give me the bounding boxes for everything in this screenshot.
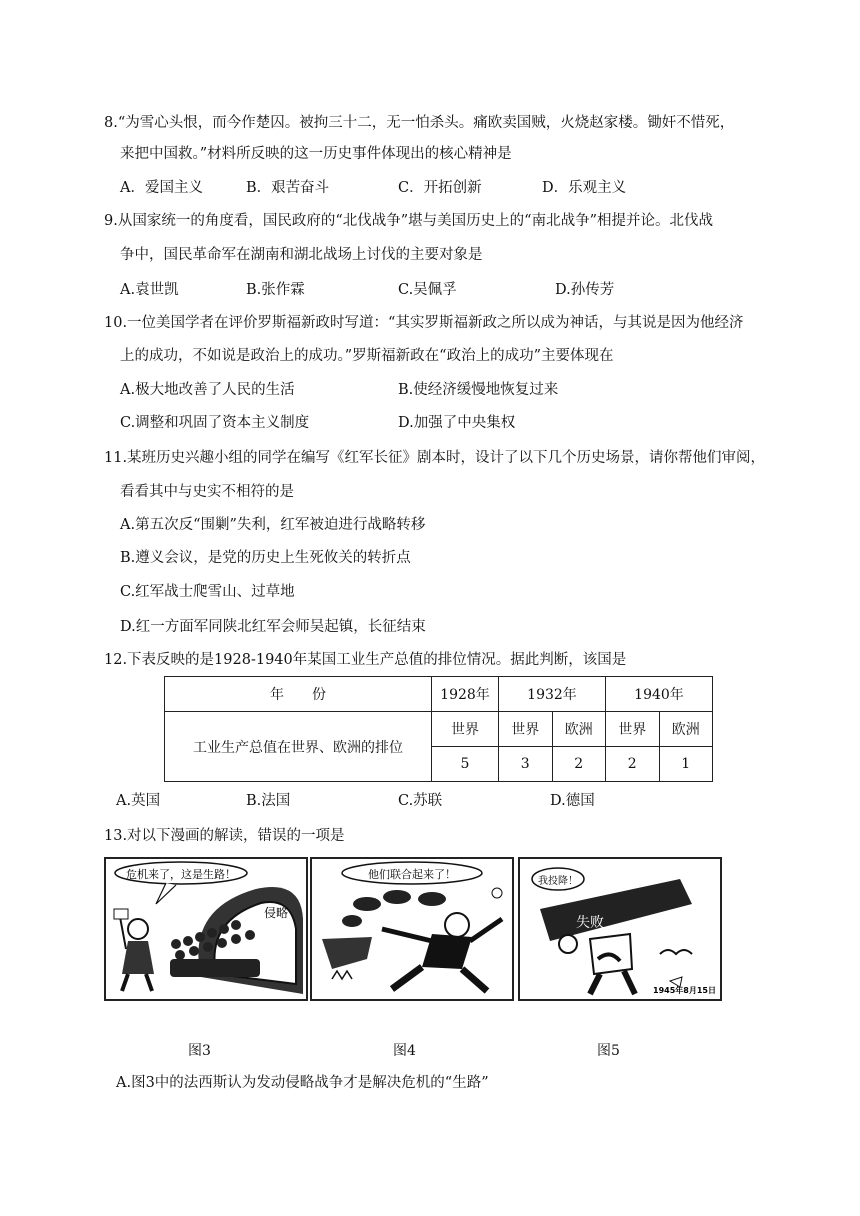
q10-stem-line1: 10.一位美国学者在评价罗斯福新政时写道：“其实罗斯福新政之所以成为神话，与其说是因为他经济 [104, 315, 744, 331]
year-header: 年 份 [165, 677, 432, 712]
q8-option-d: D．乐观主义 [542, 180, 627, 196]
comic-4-illustration [312, 859, 512, 999]
q9-option-b: B.张作霖 [246, 282, 305, 298]
q10-option-c: C.调整和巩固了资本主义制度 [120, 415, 310, 431]
q13-option-a: A.图3中的法西斯认为发动侵略战争才是解决危机的“生路” [116, 1075, 489, 1091]
q9-stem-line1: 9.从国家统一的角度看，国民政府的“北伐战争”堪与美国历史上的“南北战争”相提并论。北伐战 [104, 213, 713, 229]
comic-5-caption: 图5 [597, 1043, 620, 1059]
comic-3-illustration [106, 859, 306, 999]
q11-option-c: C.红军战士爬雪山、过草地 [120, 584, 295, 600]
q12-option-a: A.英国 [116, 793, 161, 809]
q12-option-d: D.德国 [550, 793, 595, 809]
rank-cell: 1 [659, 747, 713, 782]
comic-3-sign: 侵略 [263, 906, 289, 920]
comic-4-caption: 图4 [393, 1043, 416, 1059]
comic-3-bubble: 危机来了，这是生路！ [126, 868, 236, 881]
comic-5-bubble: 我投降！ [538, 876, 578, 887]
comic-figure-4 [310, 857, 514, 1001]
q11-option-a: A.第五次反“围剿”失利，红军被迫进行战略转移 [120, 517, 426, 533]
q8-option-c: C．开拓创新 [398, 180, 482, 196]
rank-cell: 3 [499, 747, 553, 782]
q10-stem-line2: 上的成功，不如说是政治上的成功。”罗斯福新政在“政治上的成功”主要体现在 [120, 348, 614, 364]
q11-option-b: B.遵义会议，是党的历史上生死攸关的转折点 [120, 550, 411, 566]
comic-5-sign: 失败 [576, 915, 604, 931]
row-label: 工业生产总值在世界、欧洲的排位 [165, 712, 432, 782]
q13-stem: 13.对以下漫画的解读，错误的一项是 [104, 828, 345, 844]
scope-cell: 欧洲 [552, 712, 606, 747]
q10-option-d: D.加强了中央集权 [398, 415, 516, 431]
q8-stem-line1: 8.“为雪心头恨，而今作楚囚。被拘三十二，无一怕杀头。痛欧卖国贼，火烧赵家楼。锄奸不惜死， [104, 115, 735, 131]
year-1940: 1940年 [606, 677, 713, 712]
comic-4-bubble: 他们联合起来了！ [368, 868, 456, 881]
comic-figure-3 [104, 857, 308, 1001]
q12-option-b: B.法国 [246, 793, 291, 809]
q10-option-b: B.使经济缓慢地恢复过来 [398, 382, 559, 398]
q11-option-d: D.红一方面军同陕北红军会师吴起镇，长征结束 [120, 619, 426, 635]
comic-5-illustration [520, 859, 720, 999]
q11-stem-line2: 看看其中与史实不相符的是 [120, 484, 294, 500]
comic-figure-5 [518, 857, 722, 1001]
year-1928: 1928年 [432, 677, 499, 712]
scope-cell: 世界 [499, 712, 553, 747]
comic-3-caption: 图3 [188, 1043, 211, 1059]
rank-cell: 2 [606, 747, 660, 782]
comic-5-date: 1945年8月15日 [653, 986, 716, 995]
q8-option-a: A．爱国主义 [120, 180, 203, 196]
year-1932: 1932年 [499, 677, 606, 712]
q9-option-a: A.袁世凯 [120, 282, 179, 298]
q8-stem-line2: 来把中国救。”材料所反映的这一历史事件体现出的核心精神是 [120, 146, 512, 162]
scope-cell: 世界 [606, 712, 660, 747]
ranking-table [164, 676, 713, 782]
q9-option-d: D.孙传芳 [555, 282, 615, 298]
scope-cell: 欧洲 [659, 712, 713, 747]
q9-option-c: C.吴佩孚 [398, 282, 457, 298]
rank-cell: 5 [432, 747, 499, 782]
q11-stem-line1: 11.某班历史兴趣小组的同学在编写《红军长征》剧本时，设计了以下几个历史场景，请你帮他们审阅， [104, 450, 766, 466]
q12-option-c: C.苏联 [398, 793, 443, 809]
q9-stem-line2: 争中，国民革命军在湖南和湖北战场上讨伐的主要对象是 [120, 247, 483, 263]
rank-cell: 2 [552, 747, 606, 782]
q10-option-a: A.极大地改善了人民的生活 [120, 382, 295, 398]
scope-cell: 世界 [432, 712, 499, 747]
q12-stem: 12.下表反映的是1928-1940年某国工业生产总值的排位情况。据此判断，该国是 [104, 652, 627, 668]
q8-option-b: B．艰苦奋斗 [246, 180, 330, 196]
